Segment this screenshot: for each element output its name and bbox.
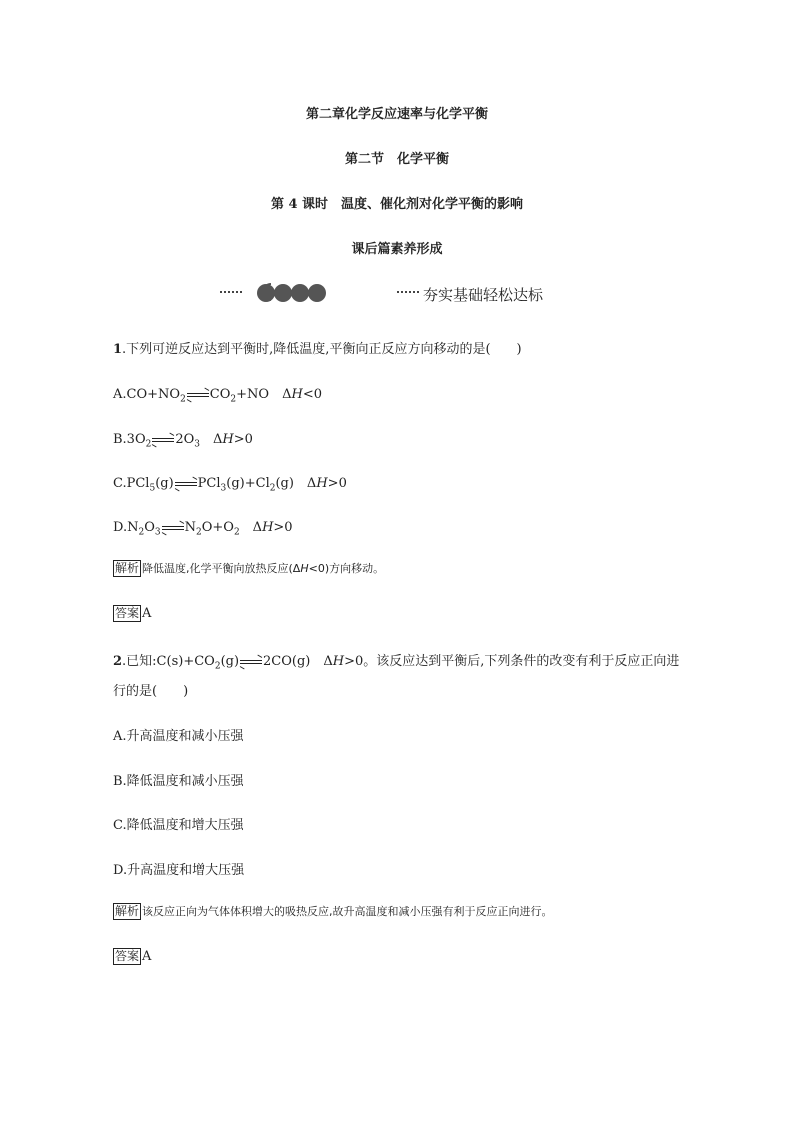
answer-value: A — [142, 606, 152, 621]
question-2-answer — [113, 948, 151, 965]
question-2-option-c: C.降低温度和增大压强 — [113, 818, 244, 833]
question-2-stem: 2.已知$:C(s)+CO_2(g)$ 2CO(g) ΔH>0。该反应达到平衡后,下列条件的改变有利于反应正向进 — [113, 654, 680, 672]
subtitle: 课后篇素养形成 — [351, 242, 443, 257]
analysis-label: 解析 — [115, 561, 140, 575]
equilibrium-arrow-icon — [152, 437, 174, 443]
analysis-label: 解析 — [115, 904, 140, 918]
question-2-option-b: B.降低温度和减小压强 — [113, 774, 244, 789]
equilibrium-arrow-icon — [240, 659, 262, 665]
question-2-option-a: A.升高温度和减小压强 — [113, 729, 244, 744]
question-1-analysis: 解析 降低温度,化学平衡向放热反应(ΔH<0)方向移动。 — [115, 561, 385, 575]
dots-decoration-left — [220, 291, 244, 293]
banner-text: 夯实基础轻松达标 — [423, 286, 544, 304]
section-title: 第二节 化学平衡 — [344, 152, 449, 167]
circle-icon — [257, 284, 275, 302]
dots-decoration-right — [397, 291, 421, 293]
question-1-option-c: C.PCl$_5$(g) $PCl_3(g)+Cl_2(g)$ ΔH>0 — [113, 476, 347, 494]
question-2-stem-line2: 行的是( ) — [113, 684, 189, 699]
question-2-analysis: 解析 该反应正向为气体体积增大的吸热反应,故升高温度和减小压强有利于反应正向进行。 — [115, 904, 553, 918]
question-2-option-d: D.升高温度和增大压强 — [113, 863, 245, 878]
question-1-stem: 1.下列可逆反应达到平衡时,降低温度,平衡向正反应方向移动的是( ) — [113, 342, 522, 357]
question-1-option-a: $A.CO+NO_2$ $CO_2+NO$ ΔH<0 — [113, 387, 322, 405]
lesson-title: 第 4 课时 温度、催化剂对化学平衡的影响 — [270, 197, 524, 212]
question-1-option-b: $B.3O_2$ $2O_3$ ΔH>0 — [113, 432, 253, 450]
circle-icon — [308, 284, 326, 302]
answer-label: 答案 — [115, 606, 140, 620]
section-banner — [220, 282, 600, 304]
equilibrium-arrow-icon — [187, 392, 209, 398]
answer-label: 答案 — [115, 949, 140, 963]
equilibrium-arrow-icon — [175, 481, 197, 487]
question-1-answer — [113, 605, 151, 622]
equilibrium-arrow-icon — [162, 525, 184, 531]
circle-icon — [274, 284, 292, 302]
chapter-title: 第二章化学反应速率与化学平衡 — [305, 107, 488, 122]
question-1-option-d: $D.N_2O_3$ $N_2O+O_2$ ΔH>0 — [113, 520, 293, 538]
answer-value: A — [142, 949, 152, 964]
circle-icon — [291, 284, 309, 302]
